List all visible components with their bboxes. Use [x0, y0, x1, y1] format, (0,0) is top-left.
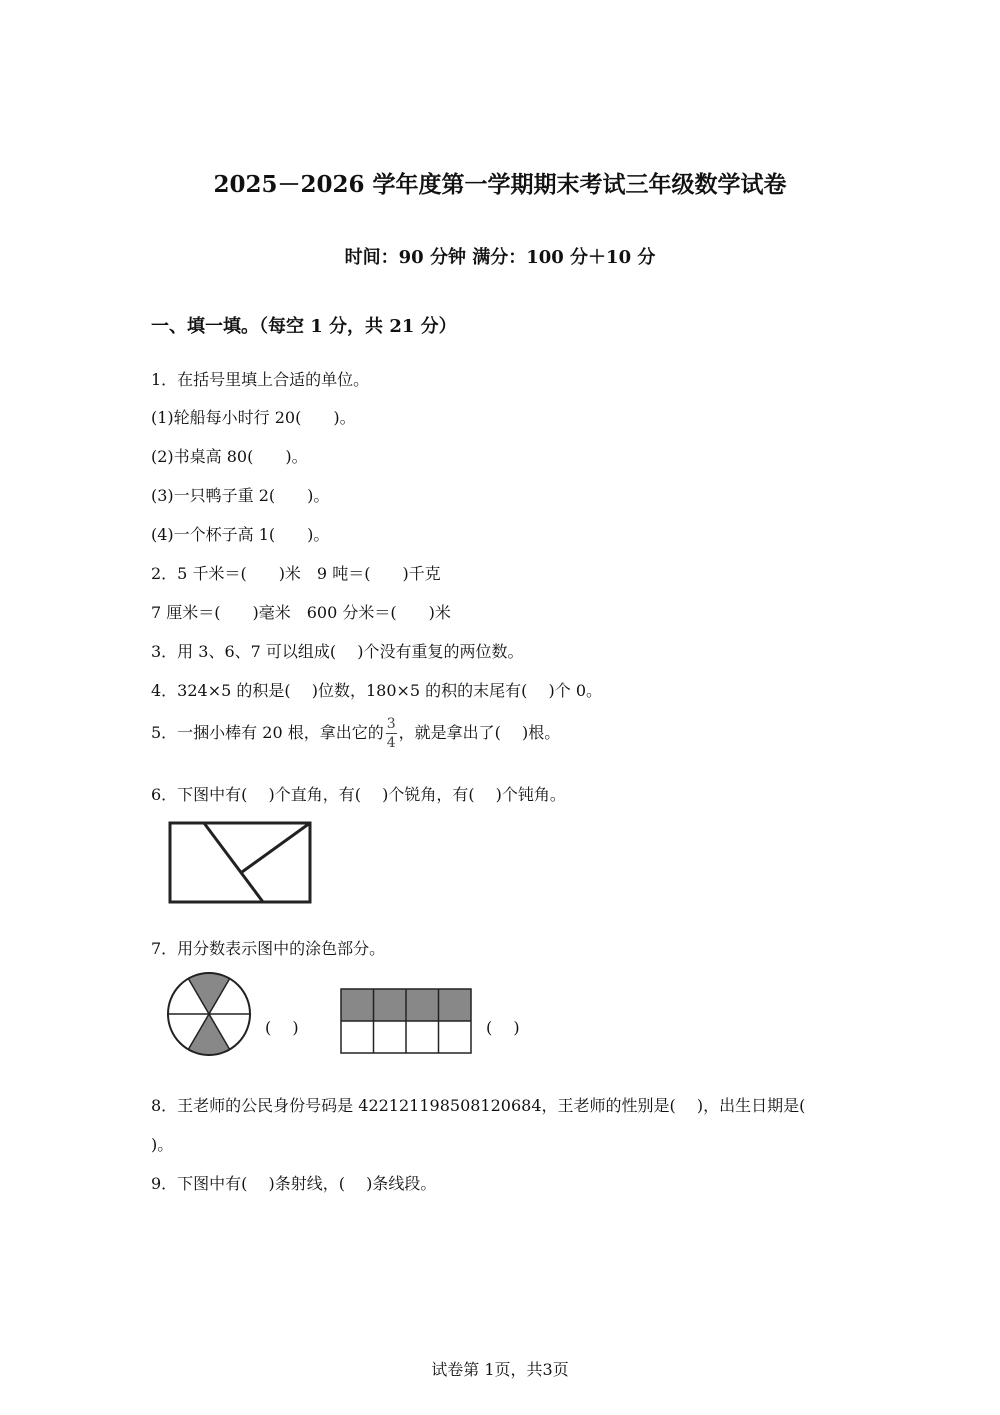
rectangle-outline — [170, 823, 310, 902]
branch-line — [242, 823, 310, 872]
circle-shaded-top — [188, 972, 230, 1014]
question-2-b: 7 厘米＝( )毫米 600 分米＝( )米 — [151, 603, 451, 622]
page-footer: 试卷第 1页，共3页 — [431, 1360, 569, 1379]
question-9: 9．下图中有( )条射线，( )条线段。 — [151, 1174, 437, 1193]
question-5-text-post: ，就是拿出了( )根。 — [398, 723, 561, 742]
question-8-a: 8．王老师的公民身份号码是 422121198508120684，王老师的性别是( )，出生日期是( — [151, 1096, 806, 1115]
question-8-b: )。 — [151, 1135, 174, 1154]
question-1-3: (3)一只鸭子重 2( )。 — [151, 486, 330, 505]
circle-fraction-figure — [165, 971, 253, 1057]
section-heading: 一、填一填。（每空 1 分，共 21 分） — [151, 316, 457, 337]
question-2-a: 2．5 千米＝( )米 9 吨＝( )千克 — [151, 564, 441, 583]
angle-rectangle-figure — [168, 820, 314, 906]
question-1-4: (4)一个杯子高 1( )。 — [151, 525, 330, 544]
circle-shaded-bottom — [188, 1014, 230, 1056]
question-5 — [151, 715, 560, 752]
exam-subtitle: 时间：90 分钟 满分：100 分＋10 分 — [344, 247, 656, 268]
question-1: 1．在括号里填上合适的单位。 — [151, 370, 370, 389]
question-1-2: (2)书桌高 80( )。 — [151, 447, 308, 466]
answer-paren-circle: ( ) — [265, 1018, 299, 1037]
fraction-denominator: 4 — [386, 735, 396, 751]
grid-fraction-figure — [339, 987, 473, 1055]
question-3: 3．用 3、6、7 可以组成( )个没有重复的两位数。 — [151, 642, 524, 661]
answer-paren-grid: ( ) — [486, 1018, 520, 1037]
question-1-1: (1)轮船每小时行 20( )。 — [151, 408, 356, 427]
exam-title: 2025－2026 学年度第一学期期末考试三年级数学试卷 — [213, 171, 787, 198]
question-7: 7．用分数表示图中的涂色部分。 — [151, 939, 386, 958]
fraction — [386, 715, 397, 752]
question-5-text-pre: 5．一捆小棒有 20 根，拿出它的 — [151, 723, 384, 742]
fraction-numerator: 3 — [386, 716, 396, 732]
question-4: 4．324×5 的积是( )位数，180×5 的积的末尾有( )个 0。 — [151, 681, 603, 700]
question-6: 6．下图中有( )个直角，有( )个锐角，有( )个钝角。 — [151, 785, 566, 804]
